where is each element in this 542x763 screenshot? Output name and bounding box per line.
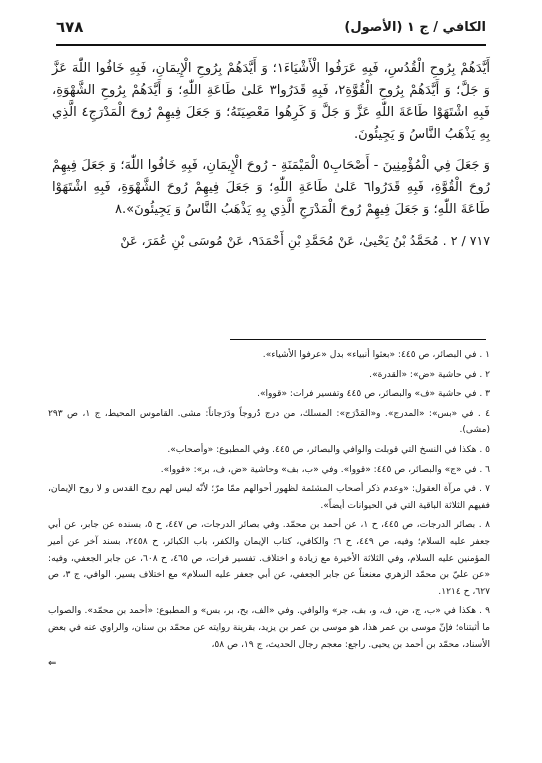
header-rule: [56, 44, 486, 46]
footnote-2: ٢ . في حاشية «ض»: «القدرة».: [369, 369, 490, 380]
footnote-5: ٥ . هكذا في النسخ التي قوبلت والوافي والبصائر، ص ٤٤٥. وفي المطبوع: «وأصحاب».: [167, 444, 490, 455]
footnote-1: ١ . في البصائر، ص ٤٤٥: «بعثوا أنبياء» بدل «عرفوا الأشياء».: [262, 350, 490, 360]
footnotes: [48, 347, 490, 673]
footnote-3: ٣ . في حاشية «ف» والبصائر، ص ٤٤٥ وتفسير فرات: «قووا».: [257, 389, 490, 400]
main-paragraph-1: أَيَّدَهُمْ بِرُوحِ الْقُدُسِ، فَبِهِ عَرَفُوا الْأَشْيَاءَ١؛ وَ أَيَّدَهُمْ بِرُوحِ الْإِيمَانِ، فَبِهِ خَافُوا اللّٰهَ عَزَّ وَ جَلَّ؛ وَ أَيَّدَهُمْ بِرُوحِ الْقُوَّةِ٢، فَبِهِ قَدَرُوا٣ عَلىٰ طَاعَةِ اللّٰهِ؛ وَ أَيَّدَهُمْ بِرُوحِ الشَّهْوَةِ، فَبِهِ اشْتَهَوْا طَاعَةَ اللّٰهِ عَزَّ وَ جَلَّ وَ كَرِهُوا مَعْصِيَتَهُ؛ وَ جَعَلَ فِيهِمْ رُوحَ الْمَدْرَجِ٤ الَّذِي بِهِ يَذْهَبُ النَّاسُ وَ يَجِيئُونَ.: [52, 61, 490, 142]
footnote-6: ٦ . في «ج» والبصائر، ص ٤٤٥: «قووا». وفي «ب، بف» وحاشية «ض، ف، بر»: «قووا».: [160, 464, 490, 475]
footnote-9: ٩ . هكذا في «ب، ج، ض، ف، و، بف، جر» والوافي. وفي «الف، بح، بر، بس» و المطبوع: «أحمد بن محمّد». والصواب ما أثبتناه؛ فإنّ موسى بن عمر هذا، هو موسى بن عمر بن يزيد، بقرينة روايته عن محمّد بن سنان، والراوي عنه في بعض الأسناد، محمّد بن أحمد بن يحيى. راجع: معجم رجال الحديث، ج ١٩، ص ٥٨،: [48, 606, 490, 650]
hadith-chain-line: ٧١٧ / ٢ . مُحَمَّدُ بْنُ يَحْيىٰ، عَنْ مُحَمَّدِ بْنِ أَحْمَدَ٩، عَنْ مُوسَى بْنِ عُمَرَ، عَنْ: [120, 233, 490, 248]
continue-arrow-icon: ⇐: [48, 658, 57, 670]
page-header: [56, 14, 486, 40]
page-number: ٦٧٨: [56, 18, 84, 36]
footnote-8: ٨ . بصائر الدرجات، ص ٤٤٥، ح ١، عن أحمد بن محمّد. وفي بصائر الدرجات، ص ٤٤٧، ح ٥، بسنده عن جابر، عن أبي جعفر عليه السلام؛ وفيه، ص ٤٤٩، ح ٦؛ والكافي، كتاب الإيمان والكفر، باب الكبائر، ح ٢٤٥٨، بسند آخر عن أمير المؤمنين عليه السلام، وفي الثلاثة الأخيرة مع زيادة و اختلاف. تفسير فرات، ص ٤٦٥، ح ٦٠٨، عن جابر الجعفي، وفيه: «عن عليّ بن محمّد الزهري معنعناً عن جابر الجعفي، عن أبي جعفر عليه السلام» مع اختلاف يسير. الوافي، ج ٣، ص ٦٢٧، ح ١٢١٤.: [48, 520, 491, 597]
main-paragraph-2: وَ جَعَلَ فِي الْمُؤْمِنِينَ - أَصْحَابِ٥ الْمَيْمَنَةِ - رُوحَ الْإِيمَانِ، فَبِهِ خَافُوا اللّٰهَ؛ وَ جَعَلَ فِيهِمْ رُوحَ الْقُوَّةِ، فَبِهِ قَدَرُوا٦ عَلىٰ طَاعَةِ اللّٰهِ؛ وَ جَعَلَ فِيهِمْ رُوحَ الشَّهْوَةِ، فَبِهِ اشْتَهَوْا طَاعَةَ اللّٰهِ؛ وَ جَعَلَ فِيهِمْ رُوحَ الْمَدْرَجِ الَّذِي بِهِ يَذْهَبُ النَّاسُ وَ يَجِيئُونَ».٨: [52, 158, 491, 217]
footnote-7: ٧ . في مرآة العقول: «وعدم ذكر أصحاب المشئمة لظهور أحوالهم ممّا مرّ؛ لأنّه ليس لهم روح القدس و لا روح الإيمان، ففيهم الثلاثة الباقية التي في الحيوانات أيضاً».: [48, 484, 490, 511]
book-title: الكافي / ج ١ (الأصول): [344, 19, 486, 35]
footnote-separator: [230, 339, 486, 340]
footnote-4: ٤ . في «بس»: «المدرج». و«المَدْرَج»: المسلك، من درج دُروجاً ودَرَجاناً: مشى. القاموس المحيط، ج ١، ص ٢٩٣ (مشى).: [48, 408, 490, 436]
main-text: [52, 58, 490, 252]
